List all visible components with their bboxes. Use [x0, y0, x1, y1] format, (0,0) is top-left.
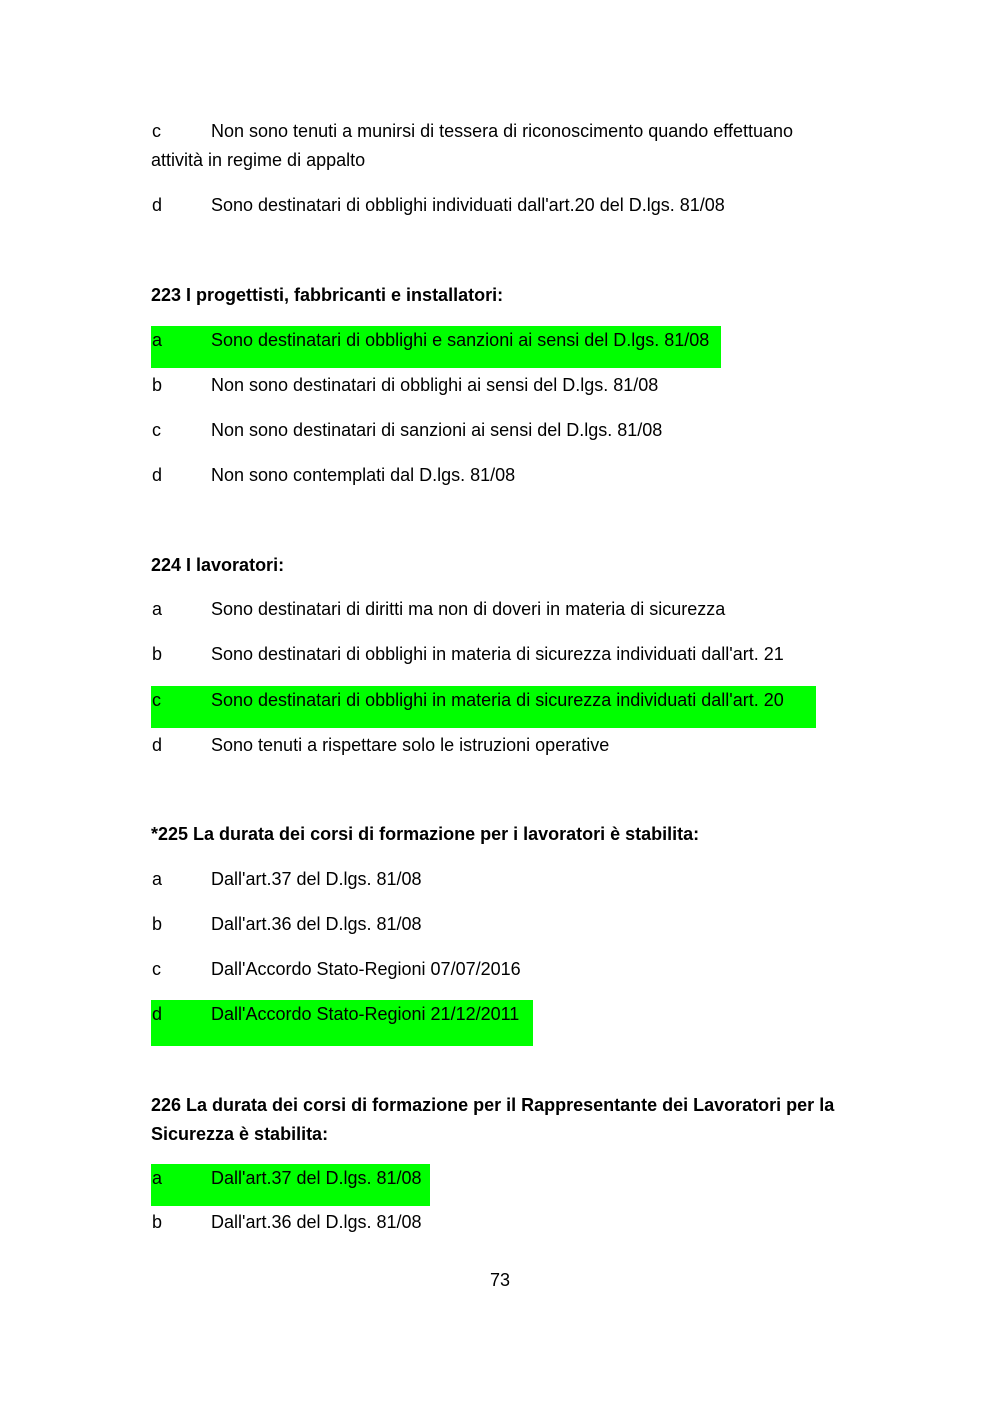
option-text: Dall'art.36 del D.lgs. 81/08	[211, 914, 422, 934]
option-text: Dall'art.37 del D.lgs. 81/08	[211, 1168, 422, 1188]
option-text: Non sono tenuti a munirsi di tessera di riconoscimento quando effettuano	[211, 121, 794, 141]
option-letter: d	[152, 1004, 163, 1024]
option-letter: c	[152, 959, 161, 979]
option-text: Sono tenuti a rispettare solo le istruzioni operative	[211, 735, 610, 755]
question-title-line-2: Sicurezza è stabilita:	[151, 1124, 329, 1144]
option-letter: a	[152, 599, 163, 619]
answer-option-correct	[151, 686, 816, 728]
question-title: 223 I progettisti, fabbricanti e installatori:	[151, 285, 504, 305]
option-text: Non sono destinatari di obblighi ai sensi del D.lgs. 81/08	[211, 375, 659, 395]
option-text: Sono destinatari di obblighi e sanzioni ai sensi del D.lgs. 81/08	[211, 330, 710, 350]
question-title: 224 I lavoratori:	[151, 555, 285, 575]
answer-option-correct	[151, 326, 721, 368]
option-letter: b	[152, 375, 163, 395]
option-letter: a	[152, 330, 163, 350]
option-letter: b	[152, 914, 163, 934]
option-letter: d	[152, 465, 163, 485]
option-text: Sono destinatari di diritti ma non di doveri in materia di sicurezza	[211, 599, 726, 619]
option-text: Dall'art.37 del D.lgs. 81/08	[211, 869, 422, 889]
option-text: Sono destinatari di obblighi in materia di sicurezza individuati dall'art. 20	[211, 690, 784, 710]
option-letter: c	[152, 121, 161, 141]
option-letter: c	[152, 420, 161, 440]
option-text: Non sono destinatari di sanzioni ai sensi del D.lgs. 81/08	[211, 420, 663, 440]
question-title-line-1: 226 La durata dei corsi di formazione per il Rappresentante dei Lavoratori per la	[151, 1095, 835, 1115]
option-text: Sono destinatari di obblighi individuati dall'art.20 del D.lgs. 81/08	[211, 195, 725, 215]
option-letter: a	[152, 1168, 163, 1188]
option-text: Dall'Accordo Stato-Regioni 21/12/2011	[211, 1004, 520, 1024]
question-title: *225 La durata dei corsi di formazione per i lavoratori è stabilita:	[151, 824, 700, 844]
answer-option-correct	[151, 1000, 533, 1046]
option-letter: d	[152, 735, 163, 755]
option-text: Sono destinatari di obblighi in materia di sicurezza individuati dall'art. 21	[211, 644, 784, 664]
option-letter: b	[152, 644, 163, 664]
carryover-option-c-continuation: attività in regime di appalto	[151, 150, 366, 170]
option-text: Non sono contemplati dal D.lgs. 81/08	[211, 465, 516, 485]
option-letter: b	[152, 1212, 163, 1232]
option-letter: a	[152, 869, 163, 889]
option-letter: c	[152, 690, 161, 710]
option-letter: d	[152, 195, 163, 215]
option-text: Dall'art.36 del D.lgs. 81/08	[211, 1212, 422, 1232]
option-text: Dall'Accordo Stato-Regioni 07/07/2016	[211, 959, 521, 979]
page-number: 73	[489, 1270, 511, 1290]
answer-option-correct	[151, 1164, 430, 1206]
